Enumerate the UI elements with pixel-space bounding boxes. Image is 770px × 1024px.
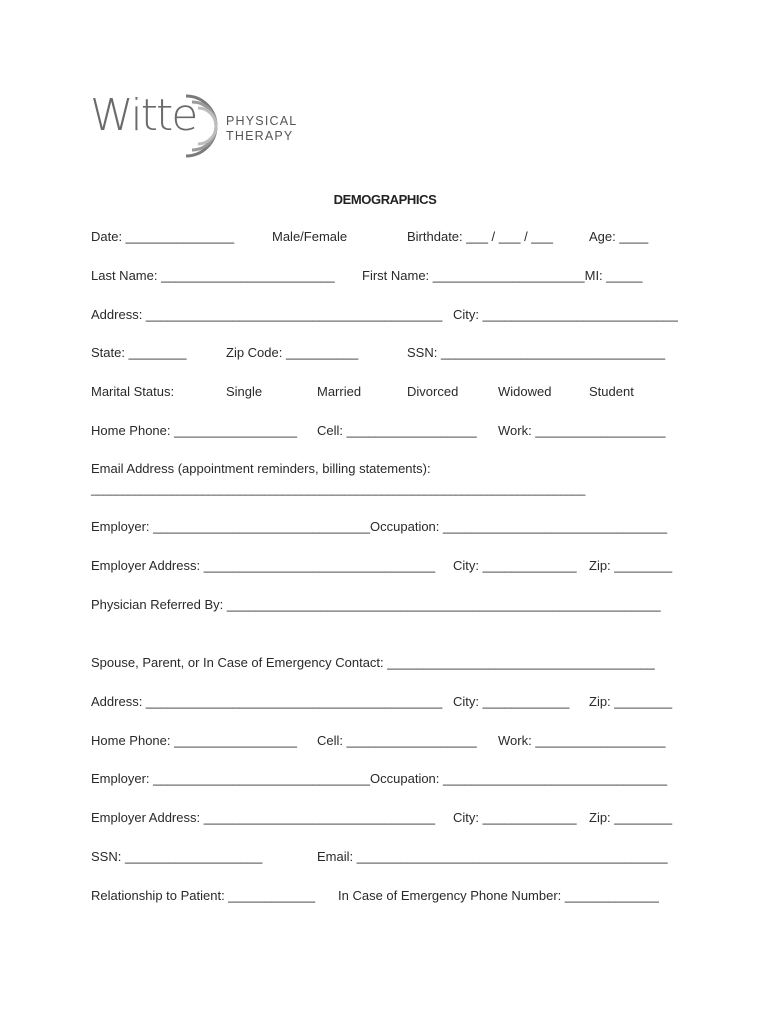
- marital-option-divorced[interactable]: Divorced: [407, 384, 459, 399]
- contact-ssn-field[interactable]: SSN: ___________________: [91, 849, 263, 864]
- marital-option-student[interactable]: Student: [589, 384, 634, 399]
- employer-occupation-field[interactable]: Employer: ______________________________Occupation: _______________________________: [91, 519, 668, 534]
- state-field[interactable]: State: ________: [91, 345, 187, 360]
- logo-arc-icon: [184, 92, 224, 162]
- contact-email-field[interactable]: Email: ___________________________________________: [317, 849, 668, 864]
- emergency-contact-field[interactable]: Spouse, Parent, or In Case of Emergency Contact: _____________________________________: [91, 655, 655, 670]
- contact-zip-field[interactable]: Zip: ________: [589, 694, 673, 709]
- first-name-field[interactable]: First Name: _____________________MI: _____: [362, 268, 643, 283]
- contact-work-phone-field[interactable]: Work: __________________: [498, 733, 666, 748]
- contact-employer-address-field[interactable]: Employer Address: ________________________________: [91, 810, 436, 825]
- birthdate-field[interactable]: Birthdate: ___ / ___ / ___: [407, 229, 553, 244]
- contact-cell-field[interactable]: Cell: __________________: [317, 733, 477, 748]
- date-field[interactable]: Date: _______________: [91, 229, 235, 244]
- logo-line-physical: PHYSICAL: [226, 114, 298, 128]
- zip-code-field[interactable]: Zip Code: __________: [226, 345, 359, 360]
- physician-referred-field[interactable]: Physician Referred By: ____________________________________________________________: [91, 597, 661, 612]
- email-label: Email Address (appointment reminders, billing statements):: [91, 461, 431, 476]
- last-name-field[interactable]: Last Name: ________________________: [91, 268, 335, 283]
- city-field[interactable]: City: ___________________________: [453, 307, 678, 322]
- marital-option-single[interactable]: Single: [226, 384, 263, 399]
- page-title: DEMOGRAPHICS: [333, 192, 437, 207]
- employer-address-field[interactable]: Employer Address: ________________________________: [91, 558, 436, 573]
- contact-employer-zip-field[interactable]: Zip: ________: [589, 810, 673, 825]
- address-field[interactable]: Address: _________________________________________: [91, 307, 443, 322]
- witte-logo: [90, 92, 310, 162]
- contact-address-field[interactable]: Address: _________________________________________: [91, 694, 443, 709]
- contact-employer-city-field[interactable]: City: _____________: [453, 810, 577, 825]
- logo-line-therapy: THERAPY: [226, 129, 294, 143]
- ssn-field[interactable]: SSN: _______________________________: [407, 345, 666, 360]
- logo-wordmark: Witte: [90, 90, 197, 141]
- contact-city-field[interactable]: City: ____________: [453, 694, 570, 709]
- emergency-phone-field[interactable]: In Case of Emergency Phone Number: _____________: [338, 888, 659, 903]
- sex-field[interactable]: Male/Female: [272, 229, 348, 244]
- home-phone-field[interactable]: Home Phone: _________________: [91, 423, 298, 438]
- marital-status-label: Marital Status:: [91, 384, 175, 399]
- relationship-field[interactable]: Relationship to Patient: ____________: [91, 888, 316, 903]
- contact-home-phone-field[interactable]: Home Phone: _________________: [91, 733, 298, 748]
- marital-option-married[interactable]: Married: [317, 384, 362, 399]
- work-phone-field[interactable]: Work: __________________: [498, 423, 666, 438]
- age-field[interactable]: Age: ____: [589, 229, 649, 244]
- marital-option-widowed[interactable]: Widowed: [498, 384, 552, 399]
- contact-employer-occupation-field[interactable]: Employer: ______________________________Occupation: _______________________________: [91, 771, 668, 786]
- cell-field[interactable]: Cell: __________________: [317, 423, 477, 438]
- employer-city-field[interactable]: City: _____________: [453, 558, 577, 573]
- employer-zip-field[interactable]: Zip: ________: [589, 558, 673, 573]
- email-field[interactable]: ________________________________________________________________________________: [91, 482, 585, 496]
